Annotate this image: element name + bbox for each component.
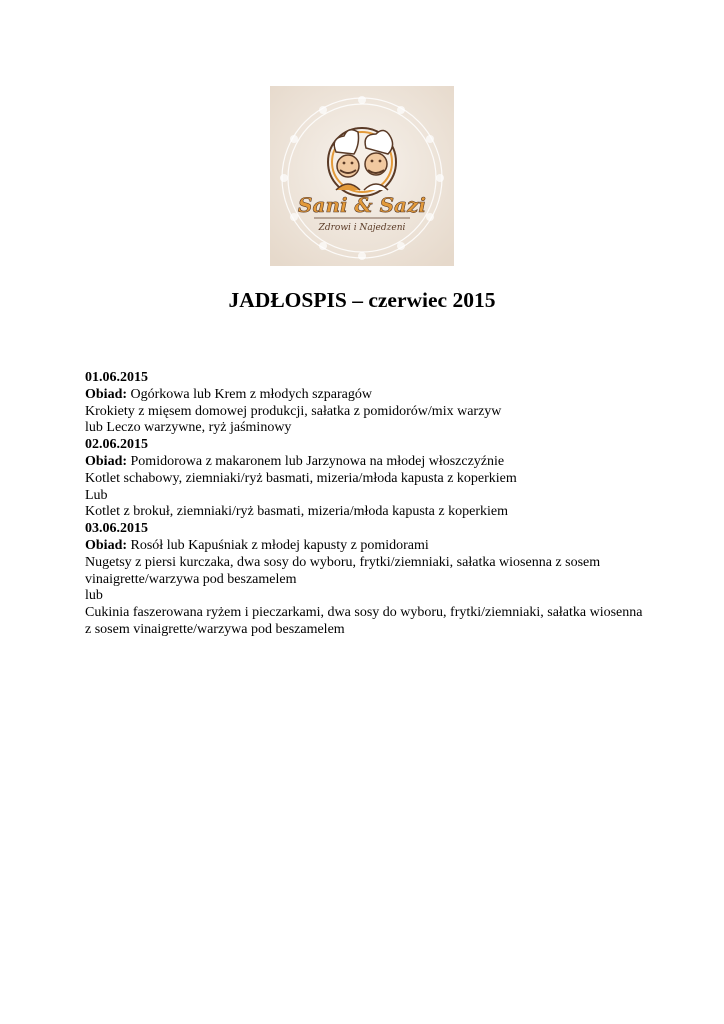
chef-logo-icon [270,86,454,266]
menu-line: Krokiety z mięsem domowej produkcji, sałatka z pomidorów/mix warzyw [85,403,502,419]
menu-date: 03.06.2015 [85,521,148,537]
menu-list [85,370,645,639]
menu-soup-line [85,538,645,555]
menu-soup-line [85,387,645,404]
menu-date: 02.06.2015 [85,437,148,453]
menu-line: Cukinia faszerowana ryżem i pieczarkami, dwa sosy do wyboru, frytki/ziemniaki, sałatka wiosenna z sosem vinaigrette/warzywa pod beszamelem [85,605,643,637]
menu-day [85,370,645,437]
menu-day [85,521,645,639]
soup-text: Ogórkowa lub Krem z młodych szparagów [127,386,372,402]
menu-line: lub Leczo warzywne, ryż jaśminowy [85,420,292,436]
obiad-label: Obiad: [85,386,128,402]
svg-text:Zdrowi i Najedzeni: Zdrowi i Najedzeni [318,223,406,233]
soup-text: Pomidorowa z makaronem lub Jarzynowa na młodej włoszczyźnie [127,453,505,469]
menu-line: Lub [85,487,108,503]
menu-line: Kotlet schabowy, ziemniaki/ryż basmati, mizeria/młoda kapusta z koperkiem [85,470,517,486]
menu-line: lub [85,588,103,604]
obiad-label: Obiad: [85,537,128,553]
menu-date: 01.06.2015 [85,370,148,385]
obiad-label: Obiad: [85,453,128,469]
menu-line: Kotlet z brokuł, ziemniaki/ryż basmati, mizeria/młoda kapusta z koperkiem [85,504,508,520]
logo [270,86,454,266]
page-title: JADŁOSPIS – czerwiec 2015 [228,288,496,312]
svg-text:Sani & Sazi: Sani & Sazi [298,193,426,217]
soup-text: Rosół lub Kapuśniak z młodej kapusty z pomidorami [127,537,429,553]
menu-soup-line [85,454,645,471]
menu-line: Nugetsy z piersi kurczaka, dwa sosy do wyboru, frytki/ziemniaki, sałatka wiosenna z sosem vinaigrette/warzywa pod beszamelem [85,554,601,587]
menu-day [85,437,645,521]
